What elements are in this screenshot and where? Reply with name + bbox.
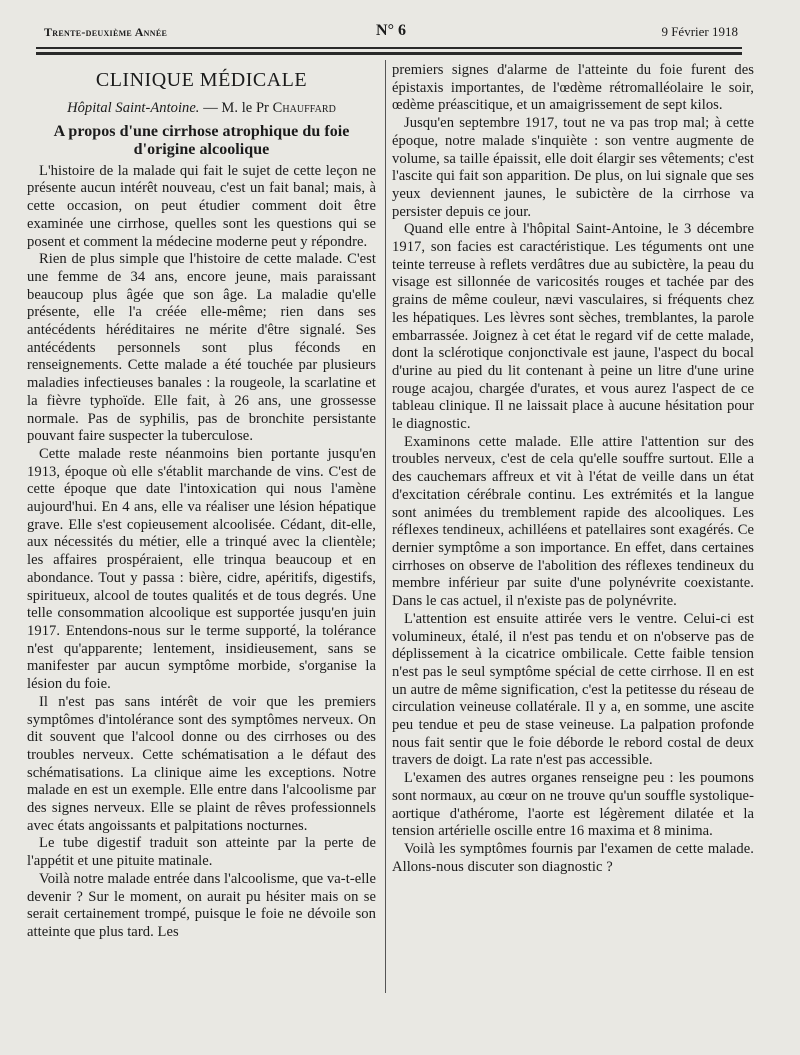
header-rule-thin (36, 47, 742, 49)
article-title: A propos d'une cirrhose atrophique du foie d'origine alcoolique (53, 122, 350, 158)
right-paragraph-3: Quand elle entre à l'hôpital Saint-Antoine, le 3 décembre 1917, son facies est caractéristique. Les téguments ont une teinte terreuse à reflets verdâtres due au subictère, la peau du visage est sillonnée de varicosités rouges et tachée par des grains de même couleur, nævi vasculaires, si fréquents chez les hépatiques. Les lèvres sont sèches, tremblantes, la parole embarrassée. Joignez à cet état le regard vif de cette malade, dont la sclérotique conjonctivale est jaune, l'aspect du bocal d'urine au pied du lit contenant à peine un litre d'une urine rouge acajou, chargée d'urates, et vous aurez l'aspect de ce tableau clinique. Il ne laissait place à aucune hésitation pour le diagnostic. (392, 221, 754, 433)
left-paragraph-3: Cette malade reste néanmoins bien portante jusqu'en 1913, époque où elle s'établit marchande de vins. C'est de cette époque que date l'intoxication qui nous l'amène aujourd'hui. En 4 ans, elle va réaliser une lésion hépatique grave. Elle s'est copieusement alcoolisée. Cédant, dit-elle, aux nécessités du métier, elle a trinqué avec la clientèle; les affaires prospéraient, elle trinqua beaucoup et en abondance. Tout y passa : bière, cidre, apéritifs, digestifs, spiritueux, alcool de toutes qualités et de tous degrés. Une telle consommation alcoolique est supportée jusqu'en juin 1917. Entendons-nous sur le terme supporté, la tolérance n'est qu'apparente; lentement, insidieusement, sans se manifester par aucun symptôme morbide, s'organise la lésion du foie. (27, 445, 376, 693)
header-date: 9 Février 1918 (661, 24, 738, 39)
right-paragraph-6: L'examen des autres organes renseigne peu : les poumons sont normaux, au cœur on ne trouve qu'un souffle systolique-aortique d'athérome, l'aorte est légèrement dilatée et la tension artérielle oscille entre 16 maxima et 8 minima. (392, 770, 754, 840)
byline-hospital: Hôpital Saint-Antoine. (67, 100, 200, 116)
left-paragraph-1: L'histoire de la malade qui fait le sujet de cette leçon ne présente aucun intérêt nouveau, c'est un fait banal; mais, à cette occasion, on peut étudier comment doit être examinée une cirrhose, quelles sont les questions qui se posent et comment la médecine moderne peut y répondre. (27, 162, 376, 250)
right-paragraph-1: premiers signes d'alarme de l'atteinte du foie furent des épistaxis importantes, de l'œdème rétromalléolaire le soir, œdème préascitique, et un amaigrissement de sept kilos. (392, 62, 754, 114)
right-paragraph-5: L'attention est ensuite attirée vers le ventre. Celui-ci est volumineux, étalé, il n'est pas tendu et on n'observe pas de déplissement à la cicatrice ombilicale. Cette faible tension n'est pas le seul symptôme spécial de cette cirrhose. Il en est un autre de même signification, c'est la petitesse du réseau de circulation veineuse collatérale. Il y a, en somme, une ascite peu tendue et peu de stase veineuse. La palpation profonde nous fait sentir que le foie déborde le rebord costal de deux travers de doigt. La rate n'est pas accessible. (392, 610, 754, 769)
byline-prefix: — M. le Pr (203, 100, 273, 116)
byline (27, 100, 376, 118)
section-title: CLINIQUE MÉDICALE (95, 69, 308, 91)
column-divider (385, 60, 386, 993)
left-paragraph-6: Voilà notre malade entrée dans l'alcoolisme, que va-t-elle devenir ? Sur le moment, on aurait pu hésiter mais on se serait certainement trompé, puisque le foie ne dévoile son atteinte que plus tard. Les (27, 870, 376, 940)
left-paragraph-4: Il n'est pas sans intérêt de voir que les premiers symptômes d'intolérance sont des symptômes nerveux. On dit souvent que l'alcool donne ou des cirrhoses ou des troubles nerveux. Cette schématisation a le défaut des schématisations. La clinique aime les exceptions. Notre malade en est un exemple. Elle entre dans l'alcoolisme par des signes nerveux. Elle se plaint de rêves professionnels avec états angoissants et palpitations nocturnes. (27, 693, 376, 834)
left-paragraph-2: Rien de plus simple que l'histoire de cette malade. C'est une femme de 34 ans, encore jeune, mais paraissant beaucoup plus âgée que son âge. La maladie qu'elle présente, elle l'a créée elle-même; rien dans ses antécédents héréditaires ne mérite d'être signalé. Ses antécédents personnels sont plus féconds en renseignements. Cette malade a été touchée par plusieurs maladies infectieuses banales : la rougeole, la scarlatine et la fièvre typhoïde. Elle fait, à 26 ans, une grossesse normale. Pas de syphilis, pas de bronchite persistante pouvant faire suspecter la tuberculose. (27, 251, 376, 445)
header-rule-thick (36, 52, 742, 55)
right-column (392, 62, 754, 876)
byline-author: Chauffard (272, 100, 336, 116)
page-header (44, 22, 738, 42)
right-paragraph-7: Voilà les symptômes fournis par l'examen de cette malade. Allons-nous discuter son diagnostic ? (392, 840, 754, 875)
header-issue-number: N° 6 (376, 22, 406, 39)
left-column (27, 62, 376, 942)
right-paragraph-4: Examinons cette malade. Elle attire l'attention sur des troubles nerveux, c'est de cela qu'elle souffre surtout. Elle a des cauchemars affreux et vit à l'état de veille dans un état d'excitation cérébrale continu. Les extrémités et la langue sont animées du tremblement rapide des alcooliques. Les réflexes tendineux, achilléens et patellaires sont exagérés. Ce dernier symptôme a son importance. En effet, dans certaines cirrhoses on observe de l'abolition des réflexes tendineux du membre inférieur par suite d'une polynévrite coexistante. Dans le cas actuel, il n'existe pas de polynévrite. (392, 433, 754, 610)
left-paragraph-5: Le tube digestif traduit son atteinte par la perte de l'appétit et une pituite matinale. (27, 835, 376, 870)
header-year: Trente-deuxième Année (44, 25, 168, 39)
right-paragraph-2: Jusqu'en septembre 1917, tout ne va pas trop mal; à cette époque, notre malade s'inquiète : son ventre augmente de volume, sa taille épaissit, elle doit élargir ses vêtements; c'est l'ascite qui fait son apparition. De plus, on lui signale que ses yeux deviennent jaunes, le subictère de la cirrhose va persister depuis ce jour. (392, 115, 754, 220)
